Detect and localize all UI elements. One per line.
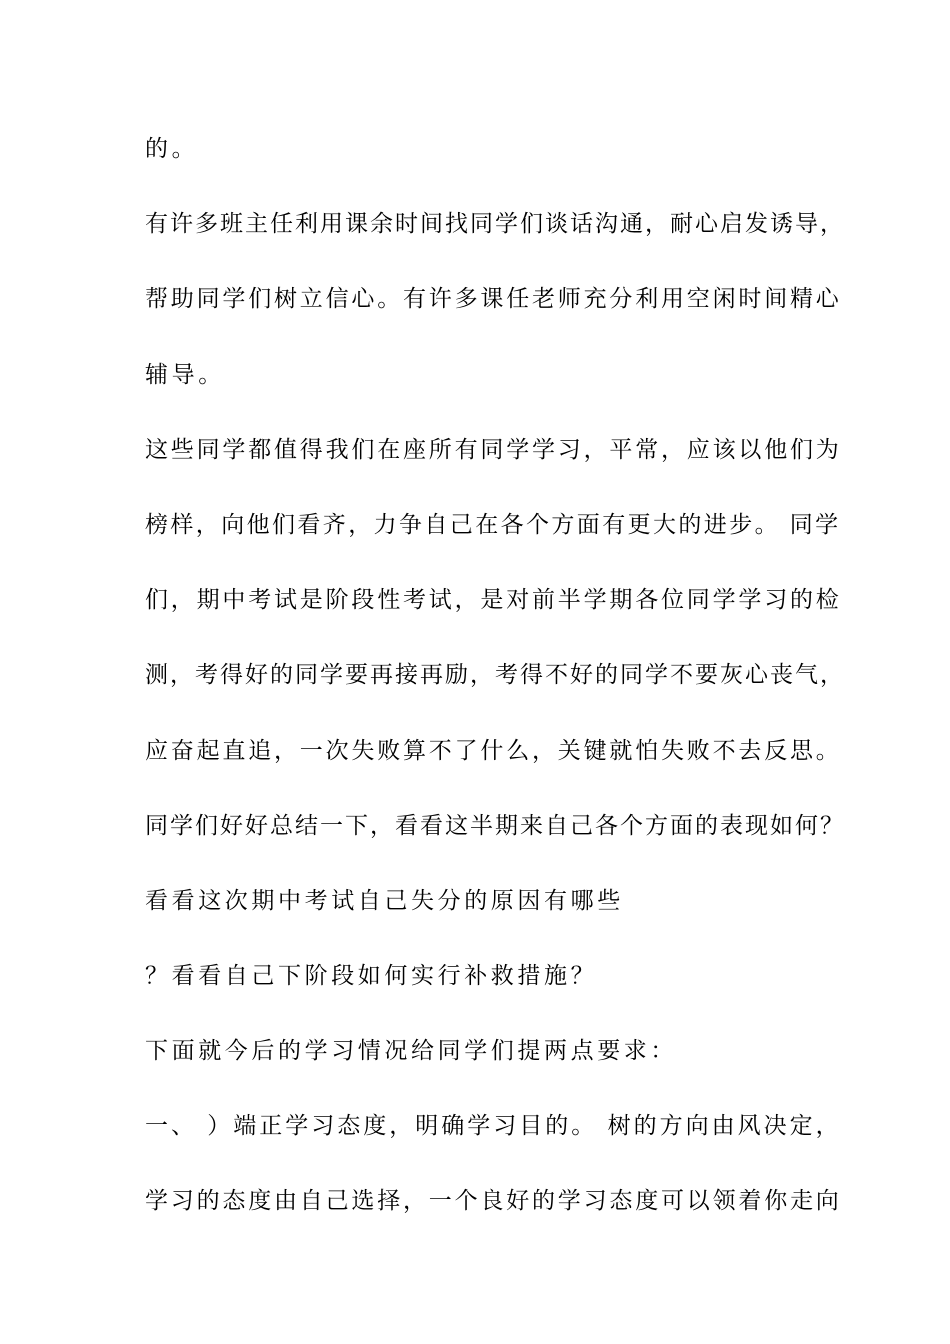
text-line: 看看这次期中考试自己失分的原因有哪些 — [145, 888, 624, 914]
text-line: 们，期中考试是阶段性考试，是对前半学期各位同学学习的检 — [145, 587, 842, 613]
text-line: 测，考得好的同学要再接再励，考得不好的同学不要灰心丧气， — [145, 662, 845, 688]
text-line: ？看看自己下阶段如何实行补救措施？ — [145, 963, 598, 989]
text-line: 一、 ）端正学习态度，明确学习目的。 树的方向由风决定， — [145, 1113, 842, 1139]
text-line: 同学们好好总结一下，看看这半期来自己各个方面的表现如何？ — [145, 813, 845, 839]
text-line: 的。 — [145, 136, 199, 162]
text-line: 下面就今后的学习情况给同学们提两点要求： — [145, 1038, 677, 1064]
text-line: 应奋起直追，一次失败算不了什么，关键就怕失败不去反思。 — [145, 738, 842, 764]
text-line: 辅导。 — [145, 362, 225, 388]
text-line: 这些同学都值得我们在座所有同学学习，平常，应该以他们为 — [145, 437, 842, 463]
text-line: 榜样，向他们看齐，力争自己在各个方面有更大的进步。 同学 — [145, 512, 841, 538]
text-line: 学习的态度由自己选择，一个良好的学习态度可以领着你走向 — [145, 1188, 842, 1214]
text-line: 有许多班主任利用课余时间找同学们谈话沟通，耐心启发诱导， — [145, 211, 845, 237]
text-line: 帮助同学们树立信心。有许多课任老师充分利用空闲时间精心 — [145, 286, 842, 312]
